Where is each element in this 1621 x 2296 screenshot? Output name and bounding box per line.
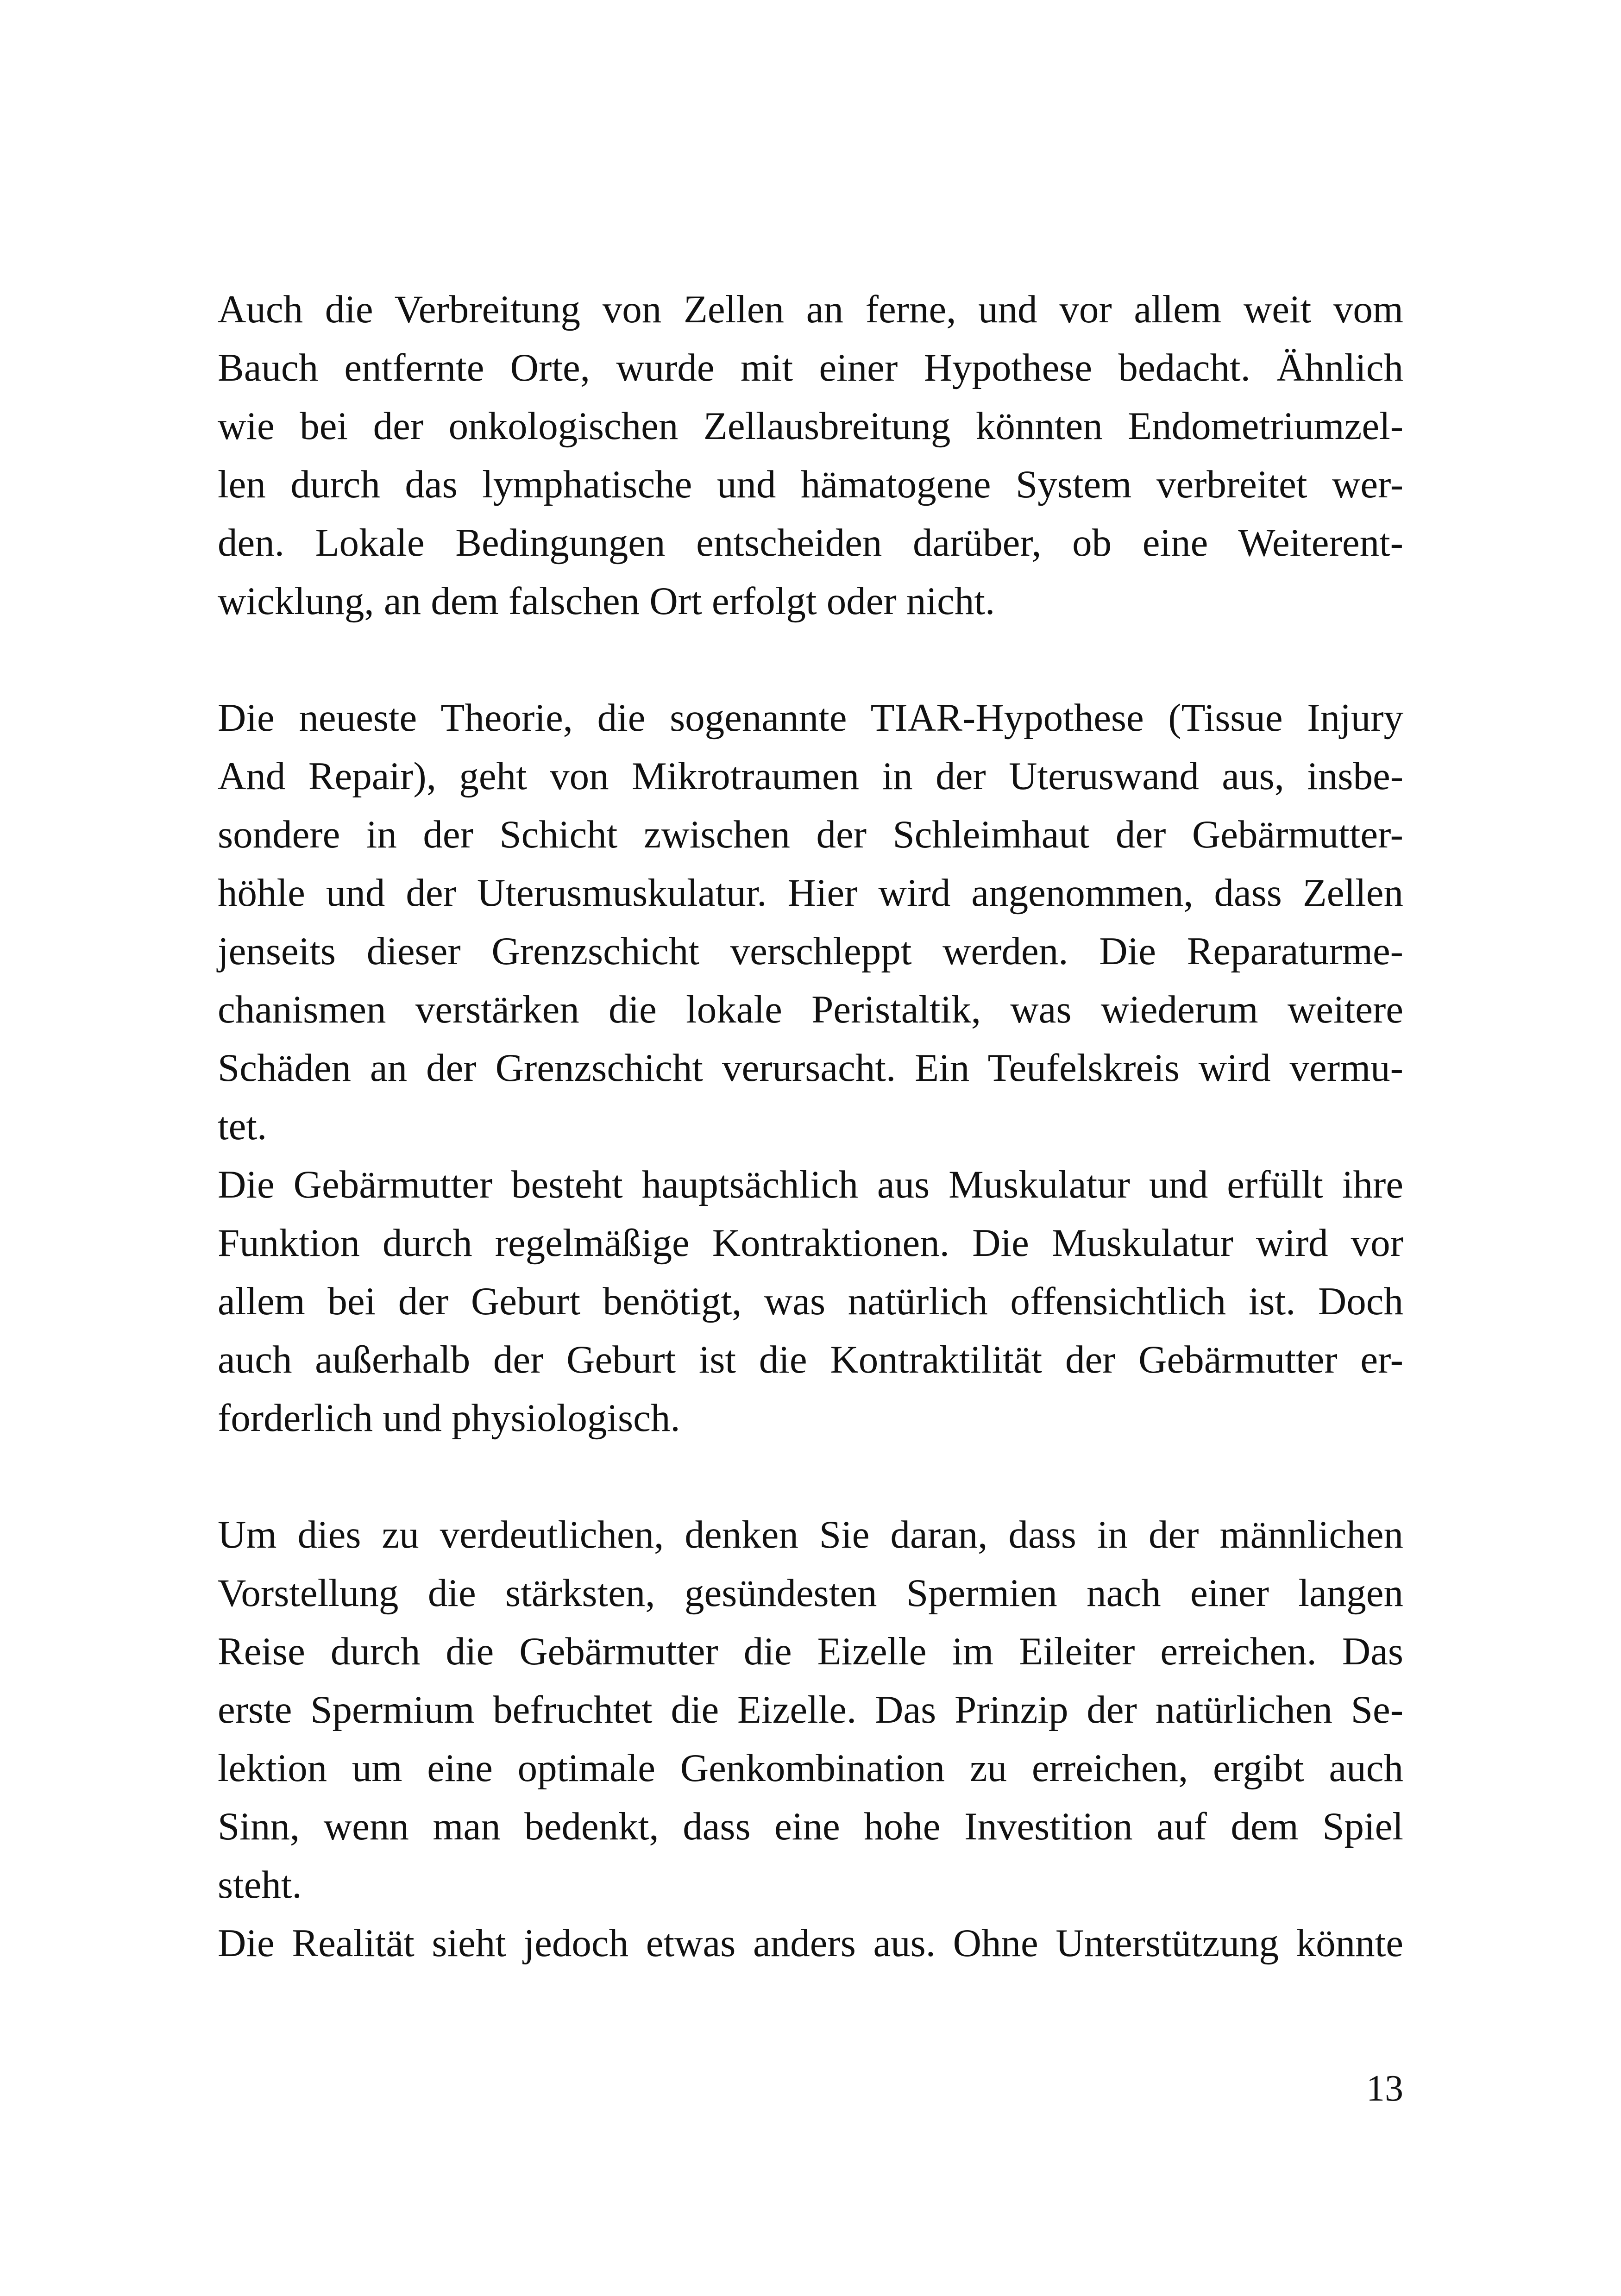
text-line: Die Gebärmutter besteht hauptsächlich aus Muskulatur und erfüllt ihre [218, 1163, 1403, 1206]
text-line: lektion um eine optimale Genkombination zu erreichen, ergibt auch [218, 1746, 1403, 1790]
text-line: Bauch entfernte Orte, wurde mit einer Hypothese bedacht. Ähnlich [218, 346, 1403, 389]
text-line: Sinn, wenn man bedenkt, dass eine hohe Investition auf dem Spiel [218, 1805, 1403, 1848]
text-line: wie bei der onkologischen Zellausbreitung könnten Endometriumzel- [218, 404, 1403, 448]
text-line: höhle und der Uterusmuskulatur. Hier wird angenommen, dass Zellen [218, 871, 1403, 915]
text-line: jenseits dieser Grenzschicht verschleppt werden. Die Reparaturme- [218, 929, 1403, 973]
text-line: auch außerhalb der Geburt ist die Kontraktilität der Gebärmutter er- [218, 1338, 1403, 1381]
page-number: 13 [1366, 2068, 1403, 2109]
text-line: erste Spermium befruchtet die Eizelle. Das Prinzip der natürlichen Se- [218, 1688, 1403, 1731]
text-line: tet. [218, 1104, 267, 1148]
text-line: Funktion durch regelmäßige Kontraktionen. Die Muskulatur wird vor [218, 1221, 1403, 1265]
text-line: len durch das lymphatische und hämatogene System verbreitet wer- [218, 463, 1403, 506]
paragraph [218, 280, 1403, 1972]
text-line: And Repair), geht von Mikrotraumen in der Uteruswand aus, insbe- [218, 754, 1403, 798]
text-line: allem bei der Geburt benötigt, was natürlich offensichtlich ist. Doch [218, 1280, 1403, 1323]
text-line: Die Realität sieht jedoch etwas anders aus. Ohne Unterstützung könnte [218, 1921, 1403, 1965]
paragraph-gap [218, 630, 1403, 689]
text-line: chanismen verstärken die lokale Peristaltik, was wiederum weitere [218, 988, 1403, 1031]
text-line: Um dies zu verdeutlichen, denken Sie daran, dass in der männlichen [218, 1513, 1403, 1556]
text-line: Vorstellung die stärksten, gesündesten Spermien nach einer langen [218, 1571, 1403, 1615]
text-line: sondere in der Schicht zwischen der Schleimhaut der Gebärmutter- [218, 813, 1403, 856]
text-line: Schäden an der Grenzschicht verursacht. Ein Teufelskreis wird vermu- [218, 1046, 1403, 1090]
text-line: Die neueste Theorie, die sogenannte TIAR-Hypothese (Tissue Injury [218, 696, 1403, 740]
text-line: den. Lokale Bedingungen entscheiden darüber, ob eine Weiterent- [218, 521, 1403, 565]
text-line: steht. [218, 1863, 302, 1907]
paragraph-gap [218, 1447, 1403, 1506]
text-line: Auch die Verbreitung von Zellen an ferne, und vor allem weit vom [218, 288, 1403, 331]
text-line: Reise durch die Gebärmutter die Eizelle im Eileiter erreichen. Das [218, 1630, 1403, 1673]
text-line: forderlich und physiologisch. [218, 1396, 680, 1440]
text-line: wicklung, an dem falschen Ort erfolgt oder nicht. [218, 579, 995, 623]
